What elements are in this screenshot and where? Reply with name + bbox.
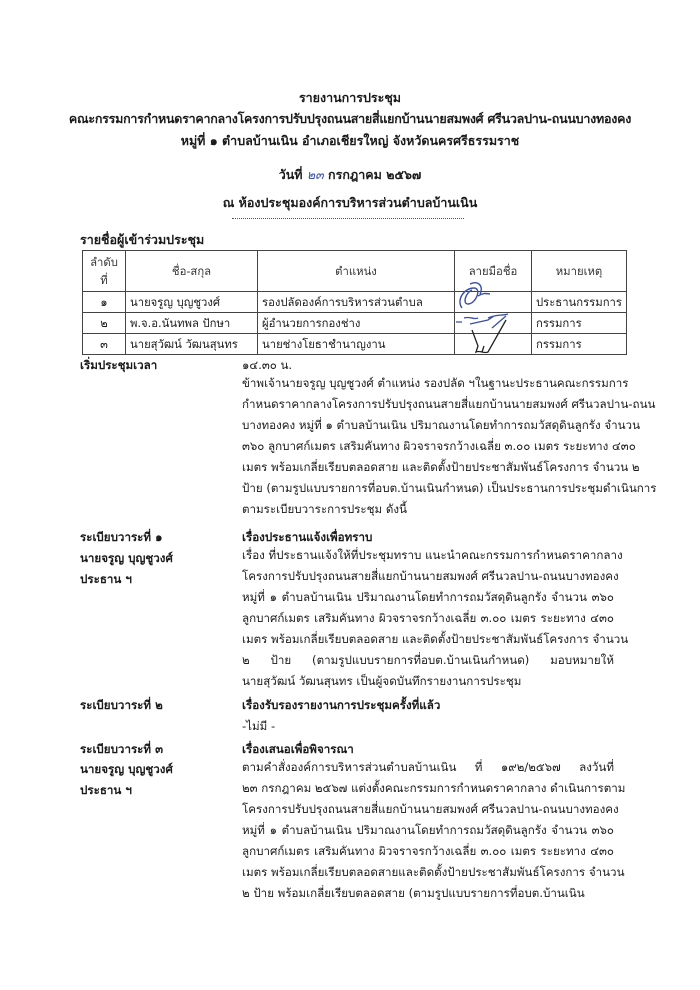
date-prefix: วันที่ bbox=[278, 167, 303, 182]
paragraph-line: หมู่ที่ ๑ ตำบลบ้านเนิน ปริมาณงานโดยทำการถมวัสดุดินลูกรัง จำนวน ๓๖๐ bbox=[242, 823, 614, 837]
col-header-signature: ลายมือชื่อ bbox=[455, 251, 532, 292]
date-day-handwritten: ๒๓ bbox=[306, 167, 324, 182]
committee-title: คณะกรรมการกำหนดราคากลางโครงการปรับปรุงถนนสายสี่แยกบ้านนายสมพงศ์ ศรีนวลปาน-ถนนบางทองคง bbox=[68, 111, 632, 126]
row-no: ๓ bbox=[83, 334, 126, 355]
date-month-year: กรกฎาคม ๒๕๖๗ bbox=[328, 167, 422, 182]
paragraph-line: ตามคำสั่งองค์การบริหารส่วนตำบลบ้านเนิน ที่ ๑๙๒/๒๕๖๗ ลงวันที่ bbox=[242, 760, 614, 774]
paragraph-line: เมตร พร้อมเกลี่ยเรียบตลอดสายและติดตั้งป้ายประชาสัมพันธ์โครงการ จำนวน bbox=[242, 865, 625, 879]
paragraph-line: ลูกบาศก์เมตร เสริมคันทาง ผิวจราจรกว้างเฉลี่ย ๓.๐๐ เมตร ระยะทาง ๔๓๐ bbox=[242, 611, 614, 625]
paragraph-line: กำหนดราคากลางโครงการปรับปรุงถนนสายสี่แยกบ้านนายสมพงศ์ ศรีนวลปาน-ถนน bbox=[242, 397, 656, 411]
row-no: ๒ bbox=[83, 313, 126, 334]
paragraph-line: ๓๖๐ ลูกบาศก์เมตร เสริมคันทาง ผิวจราจรกว้างเฉลี่ย ๓.๐๐ เมตร ระยะทาง ๔๓๐ bbox=[242, 439, 636, 453]
row-position: รองปลัดองค์การบริหารส่วนตำบล bbox=[258, 292, 455, 313]
paragraph-line: ข้าพเจ้านายจรูญ บุญชูวงศ์ ตำแหน่ง รองปลัด ฯในฐานะประธานคณะกรรมการ bbox=[242, 376, 629, 390]
row-no: ๑ bbox=[83, 292, 126, 313]
signature-cell bbox=[455, 292, 532, 313]
opening-label: เริ่มประชุมเวลา bbox=[80, 358, 158, 372]
agenda-2-topic: เรื่องรับรองรายงานการประชุมครั้งที่แล้ว bbox=[242, 698, 441, 712]
col-header-note: หมายเหตุ bbox=[532, 251, 627, 292]
attendees-table bbox=[82, 250, 627, 355]
agenda-3-speaker-role: ประธาน ฯ bbox=[80, 783, 132, 797]
row-note: กรรมการ bbox=[532, 313, 627, 334]
row-name: นายสุวัฒน์ วัฒนสุนทร bbox=[126, 334, 258, 355]
agenda-3-topic: เรื่องเสนอเพื่อพิจารณา bbox=[242, 742, 354, 756]
col-header-no: ลำดับ ที่ bbox=[83, 251, 126, 292]
agenda-1-topic: เรื่องประธานแจ้งเพื่อทราบ bbox=[242, 530, 373, 544]
agenda-3-speaker: นายจรูญ บุญชูวงศ์ bbox=[80, 762, 173, 776]
row-note: กรรมการ bbox=[532, 334, 627, 355]
paragraph-line: หมู่ที่ ๑ ตำบลบ้านเนิน ปริมาณงานโดยทำการถมวัสดุดินลูกรัง จำนวน ๓๖๐ bbox=[242, 590, 614, 604]
agenda-2-label: ระเบียบวาระที่ ๒ bbox=[80, 698, 163, 712]
location-line: หมู่ที่ ๑ ตำบลบ้านเนิน อำเภอเชียรใหญ่ จังหวัดนครศรีธรรมราช bbox=[180, 133, 520, 148]
col-header-name: ชื่อ-สกุล bbox=[126, 251, 258, 292]
paragraph-line: ๒ ป้าย พร้อมเกลี่ยเรียบตลอดสาย (ตามรูปแบบรายการที่อบต.บ้านเนิน bbox=[242, 886, 585, 900]
opening-paragraph bbox=[242, 373, 657, 520]
paragraph-line: โครงการปรับปรุงถนนสายสี่แยกบ้านนายสมพงศ์ ศรีนวลปาน-ถนนบางทองคง bbox=[242, 569, 619, 583]
meeting-date bbox=[0, 165, 700, 185]
agenda-1-speaker: นายจรูญ บุญชูวงศ์ bbox=[80, 551, 173, 565]
row-position: นายช่างโยธาชำนาญงาน bbox=[258, 334, 455, 355]
report-title: รายงานการประชุม bbox=[298, 90, 402, 105]
col-header-position: ตำแหน่ง bbox=[258, 251, 455, 292]
agenda-3-paragraph bbox=[242, 757, 626, 904]
attendees-heading: รายชื่อผู้เข้าร่วมประชุม bbox=[80, 232, 205, 247]
paragraph-line: โครงการปรับปรุงถนนสายสี่แยกบ้านนายสมพงศ์ ศรีนวลปาน-ถนนบางทองคง bbox=[242, 802, 619, 816]
table-row bbox=[83, 334, 627, 355]
agenda-1-label: ระเบียบวาระที่ ๑ bbox=[80, 530, 163, 544]
paragraph-line: บางทองคง หมู่ที่ ๑ ตำบลบ้านเนิน ปริมาณงานโดยทำการถมวัสดุดินลูกรัง จำนวน bbox=[242, 418, 640, 432]
row-name: นายจรูญ บุญชูวงศ์ bbox=[126, 292, 258, 313]
paragraph-line: เรื่อง ที่ประธานแจ้งให้ที่ประชุมทราบ แนะนำคณะกรรมการกำหนดราคากลาง bbox=[242, 548, 623, 562]
row-position: ผู้อำนวยการกองช่าง bbox=[258, 313, 455, 334]
opening-time: ๑๔.๓๐ น. bbox=[242, 358, 293, 372]
agenda-1-paragraph bbox=[242, 545, 629, 692]
table-row bbox=[83, 292, 627, 313]
dotted-divider bbox=[232, 212, 464, 219]
table-row bbox=[83, 313, 627, 334]
table-header-row bbox=[83, 251, 627, 292]
meeting-venue: ณ ห้องประชุมองค์การบริหารส่วนตำบลบ้านเนิน bbox=[222, 195, 478, 210]
paragraph-line: ๒๓ กรกฎาคม ๒๕๖๗ แต่งตั้งคณะกรรมการกำหนดราคากลาง ดำเนินการตาม bbox=[242, 781, 626, 795]
signature-cell bbox=[455, 313, 532, 334]
paragraph-line: ลูกบาศก์เมตร เสริมคันทาง ผิวจราจรกว้างเฉลี่ย ๓.๐๐ เมตร ระยะทาง ๔๓๐ bbox=[242, 844, 614, 858]
agenda-1-speaker-role: ประธาน ฯ bbox=[80, 572, 132, 586]
row-name: พ.จ.อ.นันทพล ปักษา bbox=[126, 313, 258, 334]
agenda-3-label: ระเบียบวาระที่ ๓ bbox=[80, 742, 164, 756]
paragraph-line: เมตร พร้อมเกลี่ยเรียบตลอดสาย และติดตั้งป้ายประชาสัมพันธ์โครงการ จำนวน ๒ bbox=[242, 460, 640, 474]
signature-cell bbox=[455, 334, 532, 355]
paragraph-line: เมตร พร้อมเกลี่ยเรียบตลอดสาย และติดตั้งป้ายประชาสัมพันธ์โครงการ จำนวน bbox=[242, 632, 629, 646]
paragraph-line: ๒ ป้าย (ตามรูปแบบรายการที่อบต.บ้านเนินกำหนด) มอบหมายให้ bbox=[242, 653, 614, 667]
paragraph-line: นายสุวัฒน์ วัฒนสุนทร เป็นผู้จดบันทึกรายงานการประชุม bbox=[242, 674, 522, 688]
row-note: ประธานกรรมการ bbox=[532, 292, 627, 313]
agenda-2-none: -ไม่มี - bbox=[242, 719, 276, 733]
paragraph-line: ป้าย (ตามรูปแบบรายการที่อบต.บ้านเนินกำหนด) เป็นประธานการประชุมดำเนินการ bbox=[242, 481, 657, 495]
paragraph-line: ตามระเบียบวาระการประชุม ดังนี้ bbox=[242, 502, 407, 516]
